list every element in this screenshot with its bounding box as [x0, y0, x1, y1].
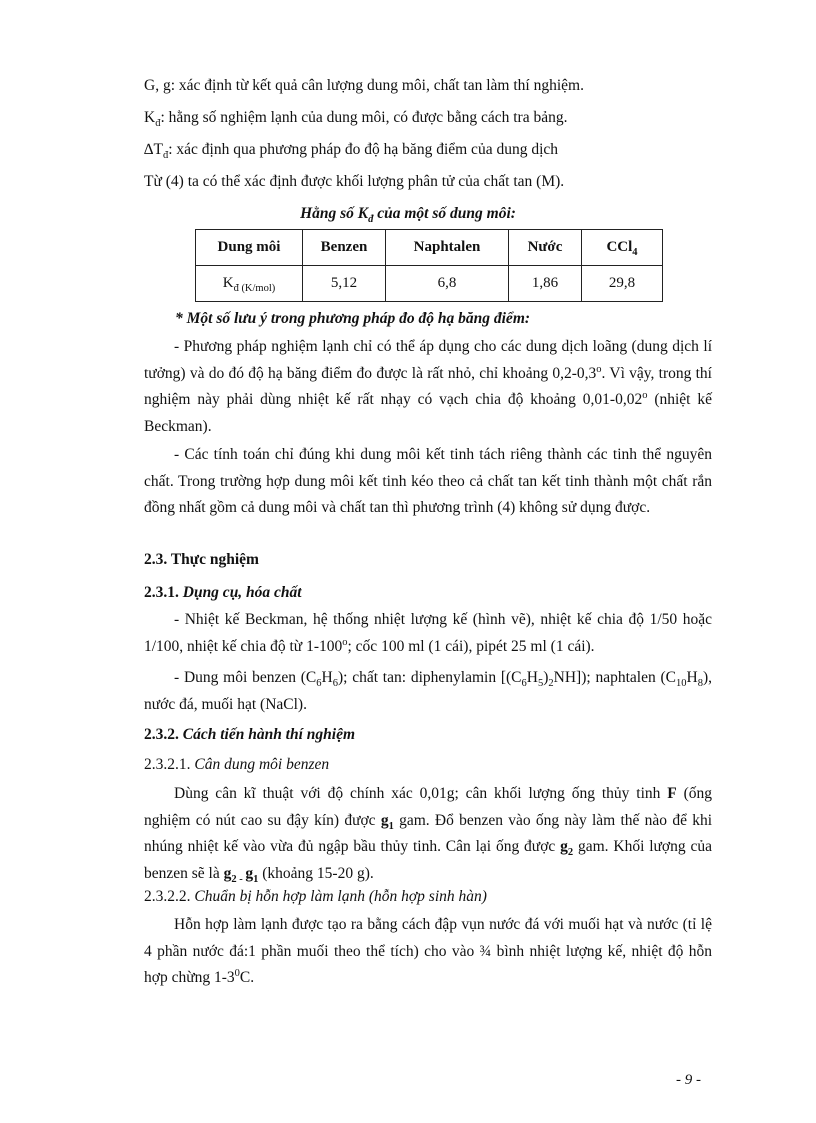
table-row	[196, 266, 663, 302]
equipment-paragraph: - Nhiệt kế Beckman, hệ thống nhiệt lượng kế (hình vẽ), nhiệt kế chia độ 1/50 hoặc 1/100, nhiệt kế chia độ từ 1-100$^o$; cốc 100 ml (1 cái), pipét 25 ml (1 cái).	[144, 611, 712, 655]
table-header-row	[196, 230, 663, 266]
table-header-cell: Benzen	[303, 230, 386, 266]
table-cell: 6,8	[386, 266, 509, 302]
table-caption: Hằng số $K_đ$ của một số dung môi:	[300, 205, 516, 226]
intro-line-2: $K_đ$: hằng số nghiệm lạnh của dung môi, có được bằng cách tra bảng.	[144, 109, 568, 130]
page-number: - 9 -	[676, 1072, 701, 1088]
table-header-cell: Nước	[509, 230, 582, 266]
table-row-label: $K_{đ (K/mol)}$	[196, 266, 303, 302]
intro-line-4: Từ (4) ta có thể xác định được khối lượng phân tử của chất tan (M).	[144, 173, 565, 190]
intro-line-1: G, g: xác định từ kết quả cân lượng dung môi, chất tan làm thí nghiệm.	[144, 77, 584, 94]
table-header-cell: Naphtalen	[386, 230, 509, 266]
section-heading-2-3-2: 2.3.2. Cách tiến hành thí nghiệm	[144, 726, 356, 743]
notes-paragraph-2: - Các tính toán chỉ đúng khi dung môi kết tinh tách riêng thành các tinh thể nguyên chất. Trong trường hợp dung môi kết tinh kéo theo cả chất tan kết tinh thành một chất rắn đồng nhất gồm cả dung môi và chất tan thì phương trình (4) không sử dụng được.	[144, 446, 712, 516]
table-cell: 1,86	[509, 266, 582, 302]
section-heading-2-3-2-2: 2.3.2.2. Chuẩn bị hỗn hợp làm lạnh (hỗn hợp sinh hàn)	[144, 888, 487, 905]
section-heading-2-3-2-1: 2.3.2.1. Cân dung môi benzen	[144, 756, 330, 773]
chemicals-paragraph: - Dung môi benzen $(C_6H_6)$; chất tan: diphenylamin $[(C_6H_5)_2NH]$); naphtalen $(C_{10}H_8)$, nước đá, muối hạt (NaCl).	[144, 669, 712, 713]
section-heading-2-3-1: 2.3.1. Dụng cụ, hóa chất	[144, 584, 302, 601]
notes-paragraph-1: - Phương pháp nghiệm lạnh chỉ có thể áp dụng cho các dung dịch loãng (dung dịch lí tưởng) và do đó độ hạ băng điểm đo được là rất nhỏ, chỉ khoảng 0,2-0,3$^o$. Vì vậy, trong thí nghiệm này phải dùng nhiệt kế rất nhạy có vạch chia độ khoảng 0,01-0,02$^o$ (nhiệt kế Beckman).	[144, 338, 712, 435]
cooling-mixture-paragraph: Hỗn hợp làm lạnh được tạo ra bằng cách đập vụn nước đá với muối hạt và nước (tỉ lệ 4 phần nước đá:1 phần muối theo thể tích) cho vào ¾ bình nhiệt lượng kế, nhiệt độ hỗn hợp chừng $1-3^0C$.	[144, 916, 712, 986]
notes-heading: * Một số lưu ý trong phương pháp đo độ hạ băng điểm:	[175, 310, 531, 327]
table-cell: 5,12	[303, 266, 386, 302]
section-heading-2-3: 2.3. Thực nghiệm	[144, 551, 259, 568]
table-header-cell: CCl$_4$	[582, 230, 663, 266]
table-cell: 29,8	[582, 266, 663, 302]
intro-line-3: $\Delta T_đ$: xác định qua phương pháp đo độ hạ băng điểm của dung dịch	[144, 141, 559, 162]
weighing-paragraph: Dùng cân kĩ thuật với độ chính xác 0,01g; cân khối lượng ống thủy tinh F (ống nghiệm có nút cao su đậy kín) được $g_1$ gam. Đổ benzen vào ống này làm thế nào để khi nhúng nhiệt kế vào vừa đủ ngập bầu thủy tinh. Cân lại ống được $g_2$ gam. Khối lượng của benzen sẽ là $g_{2 -}$ $g_1$ (khoảng 15-20 g).	[144, 785, 713, 885]
table-header-cell: Dung môi	[196, 230, 303, 266]
freezing-constant-table	[195, 229, 663, 302]
